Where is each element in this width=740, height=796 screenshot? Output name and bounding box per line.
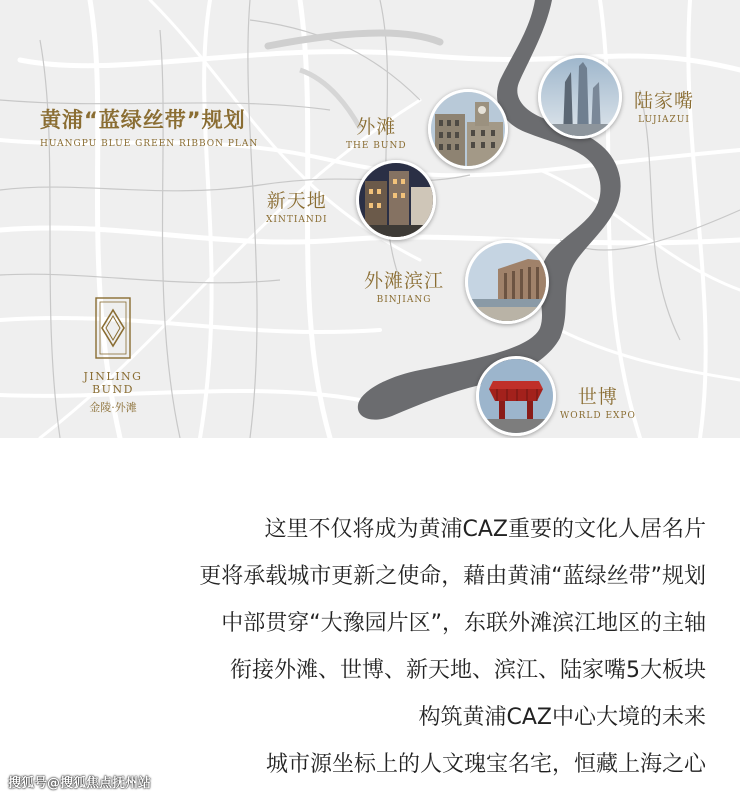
riverside-photo [465, 240, 549, 324]
place-name-cn: 世博 [577, 386, 618, 408]
jinling-bund-logo [70, 296, 156, 415]
text-line: 更将承载城市更新之使命，藉由黄浦“蓝绿丝带”规划 [199, 564, 706, 589]
logo-name-cn: 金陵·外滩 [89, 401, 137, 414]
place-name-en: XINTIANDI [266, 215, 328, 225]
place-name-en: WORLD EXPO [560, 411, 636, 421]
plan-title-en: HUANGPU BLUE GREEN RIBBON PLAN [40, 139, 259, 149]
diamond-logo-icon [94, 296, 132, 360]
text-line: 这里不仅将成为黄浦CAZ重要的文化人居名片 [264, 517, 706, 542]
place-name-cn: 陆家嘴 [634, 90, 695, 112]
place-name-en: BINJIANG [376, 295, 432, 305]
logo-name-en: JINLING BUND [83, 370, 143, 396]
place-name-en: LUJIAZUI [638, 115, 690, 125]
china-pavilion-photo [476, 356, 556, 436]
place-name-en: THE BUND [346, 141, 407, 151]
xintiandi-street-photo [356, 160, 436, 240]
text-line: 中部贯穿“大豫园片区”，东联外滩滨江地区的主轴 [221, 611, 706, 636]
skyscraper-photo [538, 55, 622, 139]
plan-title-cn: 黄浦“蓝绿丝带”规划 [40, 108, 246, 132]
place-label-xintiandi [266, 186, 328, 225]
place-label-binjiang [364, 266, 444, 305]
text-line: 构筑黄浦CAZ中心大境的未来 [418, 705, 706, 730]
text-line: 衔接外滩、世博、新天地、滨江、陆家嘴5大板块 [230, 658, 706, 683]
place-name-cn: 外滩滨江 [364, 270, 445, 292]
place-label-the-bund [346, 112, 407, 151]
place-name-cn: 新天地 [266, 190, 327, 212]
bund-building-photo [428, 89, 508, 169]
place-name-cn: 外滩 [356, 116, 397, 138]
plan-title [40, 104, 258, 149]
place-label-lujiazui [634, 86, 694, 125]
text-line: 城市源坐标上的人文瑰宝名宅，恒藏上海之心 [265, 752, 706, 777]
description-text [199, 506, 706, 788]
place-label-world-expo [560, 382, 636, 421]
watermark: 搜狐号@搜狐焦点抚州站 [8, 776, 152, 791]
